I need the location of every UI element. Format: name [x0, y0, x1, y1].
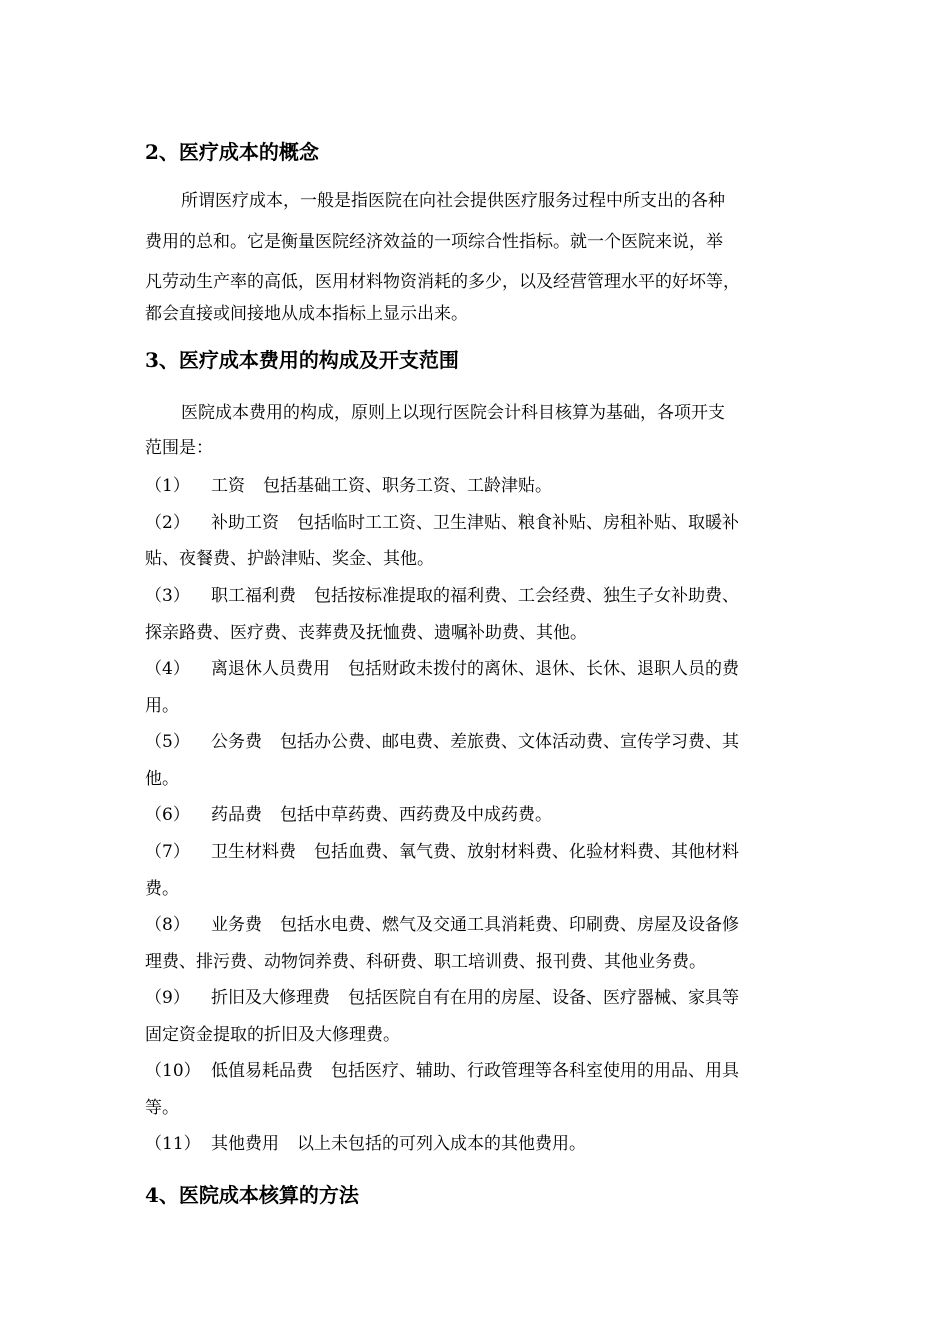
list-item	[145, 841, 739, 863]
paragraph-line: 所谓医疗成本，一般是指医院在向社会提供医疗服务过程中所支出的各种	[181, 191, 725, 211]
item-number: （6）	[145, 805, 190, 825]
item-desc: 包括血费、氧气费、放射材料费、化验材料费、其他材料	[314, 842, 739, 862]
list-item	[145, 987, 739, 1009]
item-name: 卫生材料费	[211, 842, 296, 862]
item-number: （9）	[145, 988, 190, 1008]
paragraph-line: 范围是：	[145, 438, 213, 458]
list-item	[145, 475, 552, 497]
item-number: （5）	[145, 732, 190, 752]
item-number: （4）	[145, 659, 190, 679]
list-item-continuation: 他。	[145, 769, 179, 789]
paragraph-line: 医院成本费用的构成，原则上以现行医院会计科目核算为基础，各项开支	[181, 403, 725, 423]
list-item-continuation: 探亲路费、医疗费、丧葬费及抚恤费、遗嘱补助费、其他。	[145, 623, 587, 643]
list-item	[145, 585, 739, 607]
item-number: （2）	[145, 513, 190, 533]
item-number: （3）	[145, 586, 190, 606]
item-desc: 以上未包括的可列入成本的其他费用。	[297, 1134, 586, 1154]
item-number: （10）	[145, 1061, 201, 1081]
list-item-continuation: 固定资金提取的折旧及大修理费。	[145, 1025, 400, 1045]
heading-cost-accounting-method: 4、医院成本核算的方法	[145, 1183, 359, 1207]
item-name: 折旧及大修理费	[211, 988, 330, 1008]
item-number: （8）	[145, 915, 190, 935]
item-desc: 包括医院自有在用的房屋、设备、医疗器械、家具等	[348, 988, 739, 1008]
list-item-continuation: 等。	[145, 1098, 179, 1118]
list-item	[145, 1060, 739, 1082]
item-name: 工资	[211, 476, 245, 496]
item-desc: 包括财政未拨付的离休、退休、长休、退职人员的费	[348, 659, 739, 679]
item-desc: 包括临时工工资、卫生津贴、粮食补贴、房租补贴、取暖补	[297, 513, 739, 533]
item-name: 其他费用	[211, 1134, 279, 1154]
paragraph-line: 都会直接或间接地从成本指标上显示出来。	[145, 304, 468, 324]
item-number: （7）	[145, 842, 190, 862]
list-item	[145, 804, 552, 826]
paragraph-line: 费用的总和。它是衡量医院经济效益的一项综合性指标。就一个医院来说，举	[145, 232, 723, 252]
item-name: 低值易耗品费	[211, 1061, 313, 1081]
item-name: 公务费	[211, 732, 262, 752]
item-name: 业务费	[211, 915, 262, 935]
item-desc: 包括基础工资、职务工资、工龄津贴。	[263, 476, 552, 496]
list-item-continuation: 用。	[145, 696, 179, 716]
item-desc: 包括办公费、邮电费、差旅费、文体活动费、宣传学习费、其	[280, 732, 739, 752]
list-item	[145, 658, 739, 680]
list-item-continuation: 贴、夜餐费、护龄津贴、奖金、其他。	[145, 549, 434, 569]
item-name: 职工福利费	[211, 586, 296, 606]
heading-medical-cost-concept: 2、医疗成本的概念	[145, 140, 319, 164]
item-desc: 包括中草药费、西药费及中成药费。	[280, 805, 552, 825]
item-desc: 包括按标准提取的福利费、工会经费、独生子女补助费、	[314, 586, 739, 606]
item-name: 离退休人员费用	[211, 659, 330, 679]
list-item-continuation: 理费、排污费、动物饲养费、科研费、职工培训费、报刊费、其他业务费。	[145, 952, 706, 972]
item-desc: 包括水电费、燃气及交通工具消耗费、印刷费、房屋及设备修	[280, 915, 739, 935]
item-name: 药品费	[211, 805, 262, 825]
paragraph-line: 凡劳动生产率的高低，医用材料物资消耗的多少，以及经营管理水平的好坏等，	[145, 272, 740, 292]
item-name: 补助工资	[211, 513, 279, 533]
list-item	[145, 1133, 586, 1155]
list-item	[145, 731, 739, 753]
heading-cost-composition: 3、医疗成本费用的构成及开支范围	[145, 348, 459, 372]
item-number: （11）	[145, 1134, 201, 1154]
item-desc: 包括医疗、辅助、行政管理等各科室使用的用品、用具	[331, 1061, 739, 1081]
list-item-continuation: 费。	[145, 879, 179, 899]
item-number: （1）	[145, 476, 190, 496]
list-item	[145, 512, 739, 534]
list-item	[145, 914, 739, 936]
